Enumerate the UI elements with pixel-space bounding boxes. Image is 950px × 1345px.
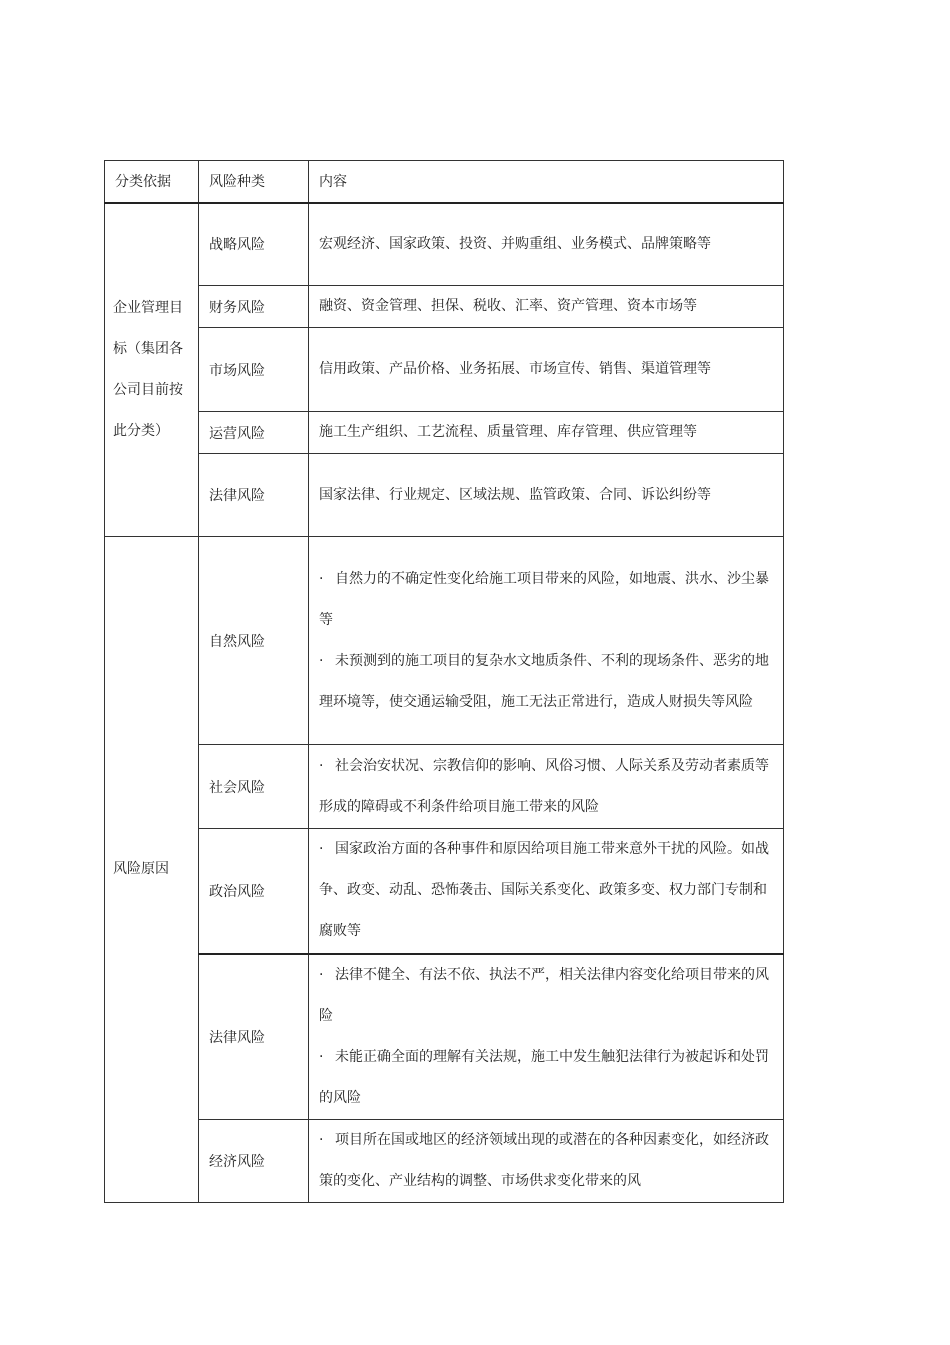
table-row (105, 286, 784, 328)
basis-cell-cause: 风险原因 (105, 537, 199, 1203)
risk-content-cell: 信用政策、产品价格、业务拓展、市场宣传、销售、渠道管理等 (309, 328, 784, 412)
risk-content-cell (309, 745, 784, 829)
risk-type-cell: 自然风险 (199, 537, 309, 745)
bullet-item: · 未能正确全面的理解有关法规，施工中发生触犯法律行为被起诉和处罚的风险 (319, 1037, 773, 1119)
table-row (105, 537, 784, 745)
header-basis: 分类依据 (105, 161, 199, 203)
risk-content-cell: 国家法律、行业规定、区域法规、监管政策、合同、诉讼纠纷等 (309, 454, 784, 537)
table-row (105, 954, 784, 1120)
header-type: 风险种类 (199, 161, 309, 203)
header-row (105, 161, 784, 203)
bullet-mark: · (319, 652, 324, 669)
bullet-mark: · (319, 841, 324, 858)
risk-type-cell: 经济风险 (199, 1119, 309, 1202)
bullet-mark: · (319, 966, 324, 983)
bullet-item: · 项目所在国或地区的经济领域出现的或潜在的各种因素变化，如经济政策的变化、产业结构的调整、市场供求变化带来的风 (319, 1120, 773, 1202)
bullet-item: · 自然力的不确定性变化给施工项目带来的风险，如地震、洪水、沙尘暴等 (319, 559, 773, 641)
bullet-mark: · (319, 757, 324, 774)
risk-type-cell: 市场风险 (199, 328, 309, 412)
risk-content-cell: 宏观经济、国家政策、投资、并购重组、业务模式、品牌策略等 (309, 203, 784, 286)
table-row (105, 412, 784, 454)
bullet-mark: · (319, 1048, 324, 1065)
basis-cell-management: 企业管理目标（集团各公司目前按此分类） (105, 203, 199, 537)
table-row (105, 203, 784, 286)
table-row (105, 1119, 784, 1202)
risk-content-cell (309, 954, 784, 1120)
risk-type-cell: 法律风险 (199, 454, 309, 537)
risk-type-cell: 战略风险 (199, 203, 309, 286)
risk-content-cell (309, 537, 784, 745)
bullet-mark: · (319, 570, 324, 587)
risk-type-cell: 政治风险 (199, 829, 309, 954)
risk-content-cell: 融资、资金管理、担保、税收、汇率、资产管理、资本市场等 (309, 286, 784, 328)
risk-type-cell: 财务风险 (199, 286, 309, 328)
bullet-mark: · (319, 1131, 324, 1148)
risk-classification-table (104, 160, 784, 1203)
table-row (105, 829, 784, 954)
bullet-item: · 国家政治方面的各种事件和原因给项目施工带来意外干扰的风险。如战争、政变、动乱、恐怖袭击、国际关系变化、政策多变、权力部门专制和腐败等 (319, 829, 773, 952)
content-clip (319, 1120, 773, 1202)
table-row (105, 328, 784, 412)
table-row (105, 745, 784, 829)
table-row (105, 454, 784, 537)
bullet-item: · 未预测到的施工项目的复杂水文地质条件、不利的现场条件、恶劣的地理环境等，使交通运输受阻，施工无法正常进行，造成人财损失等风险 (319, 641, 773, 723)
risk-type-cell: 运营风险 (199, 412, 309, 454)
risk-type-cell: 法律风险 (199, 954, 309, 1120)
risk-type-cell: 社会风险 (199, 745, 309, 829)
risk-content-cell (309, 829, 784, 954)
bullet-item: · 社会治安状况、宗教信仰的影响、风俗习惯、人际关系及劳动者素质等形成的障碍或不利条件给项目施工带来的风险 (319, 746, 773, 828)
bullet-item: · 法律不健全、有法不依、执法不严，相关法律内容变化给项目带来的风险 (319, 955, 773, 1037)
risk-content-cell (309, 1119, 784, 1202)
header-content: 内容 (309, 161, 784, 203)
risk-content-cell: 施工生产组织、工艺流程、质量管理、库存管理、供应管理等 (309, 412, 784, 454)
